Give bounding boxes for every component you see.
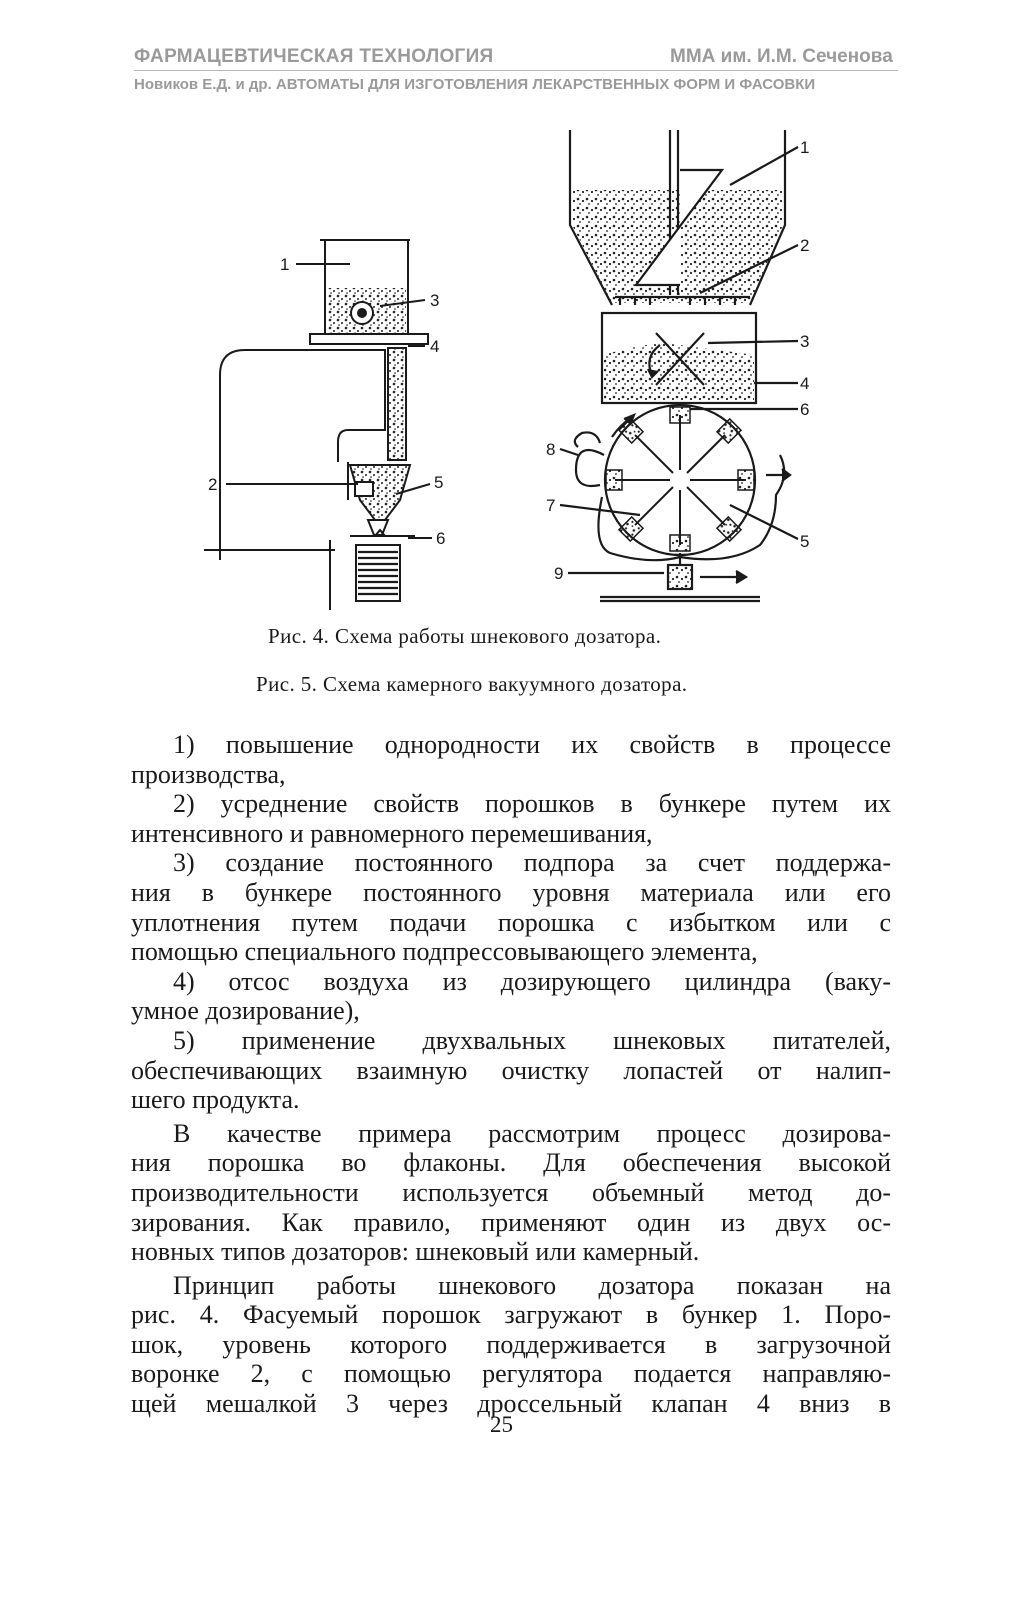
text-line: 1) повышение однородности их свойств в процессе [173, 730, 891, 759]
text-line: ния порошка во флаконы. Для обеспечения высокой [131, 1148, 891, 1178]
fig4-label-3: 3 [430, 291, 440, 310]
text-line: новных типов дозаторов: шнековый или камерный. [131, 1237, 700, 1267]
text-line: шего продукта. [131, 1085, 300, 1115]
fig4-label-6: 6 [436, 529, 446, 548]
fig5-label-1: 1 [800, 138, 810, 157]
running-header-subtitle: Новиков Е.Д. и др. АВТОМАТЫ ДЛЯ ИЗГОТОВЛЕНИЯ ЛЕКАРСТВЕННЫХ ФОРМ И ФАСОВКИ [134, 76, 816, 93]
running-header-institution: ММА им. И.М. Сеченова [670, 46, 893, 67]
text-line: ния в бункере постоянного уровня материала или его [131, 877, 891, 907]
text-line: обеспечивающих взаимную очистку лопастей от налип- [131, 1055, 891, 1085]
text-line: умное дозирование), [131, 996, 360, 1026]
fig4-label-1: 1 [280, 255, 290, 274]
figure-5-caption: Рис. 5. Схема камерного вакуумного дозатора. [256, 672, 688, 696]
text-line: 4) отсос воздуха из дозирующего цилиндра (ваку- [173, 966, 891, 996]
header-rule [134, 70, 898, 71]
text-line: рис. 4. Фасуемый порошок загружают в бункер 1. Поро- [131, 1300, 891, 1330]
text-line: 3) создание постоянного подпора за счет поддержа- [173, 848, 891, 878]
text-line: зирования. Как правило, применяют один из двух ос- [131, 1207, 891, 1237]
text-line: производства, [131, 759, 286, 789]
running-header-title: ФАРМАЦЕВТИЧЕСКАЯ ТЕХНОЛОГИЯ [134, 46, 494, 67]
fig5-label-3: 3 [800, 332, 810, 351]
text-line: воронке 2, с помощью регулятора подается направляю- [131, 1359, 891, 1389]
text-line: интенсивного и равномерного перемешивания, [131, 818, 653, 848]
fig5-label-5: 5 [800, 532, 810, 551]
fig5-label-4: 4 [800, 374, 810, 393]
fig5-label-8: 8 [546, 440, 556, 459]
fig5-label-7: 7 [546, 496, 556, 515]
fig4-label-4: 4 [430, 337, 440, 356]
figure-4-screw-dispenser-diagram [200, 230, 460, 610]
text-line: производительности используется объемный метод до- [131, 1177, 891, 1207]
text-line: щей мешалкой 3 через дроссельный клапан 4 вниз в [131, 1389, 891, 1419]
fig4-label-2: 2 [208, 475, 218, 494]
text-line: Принцип работы шнекового дозатора показан на [173, 1270, 891, 1300]
figure-5-chamber-vacuum-dispenser-diagram [540, 125, 840, 610]
figure-4-caption: Рис. 4. Схема работы шнекового дозатора. [268, 624, 662, 648]
text-line: шок, уровень которого поддерживается в загрузочной [131, 1329, 891, 1359]
fig5-label-6: 6 [800, 400, 810, 419]
text-line: В качестве примера рассмотрим процесс дозирова- [173, 1118, 891, 1148]
fig5-label-2: 2 [800, 236, 810, 255]
fig5-label-9: 9 [554, 564, 564, 583]
body-text [131, 730, 891, 1419]
fig4-label-5: 5 [434, 473, 444, 492]
text-line: уплотнения путем подачи порошка с избытком или с [131, 907, 891, 937]
text-line: 2) усреднение свойств порошков в бункере путем их [173, 789, 891, 819]
page-number: 25 [490, 1412, 513, 1437]
text-line: помощью специального подпрессовывающего элемента, [131, 937, 758, 967]
text-line: 5) применение двухвальных шнековых питателей, [173, 1025, 891, 1055]
